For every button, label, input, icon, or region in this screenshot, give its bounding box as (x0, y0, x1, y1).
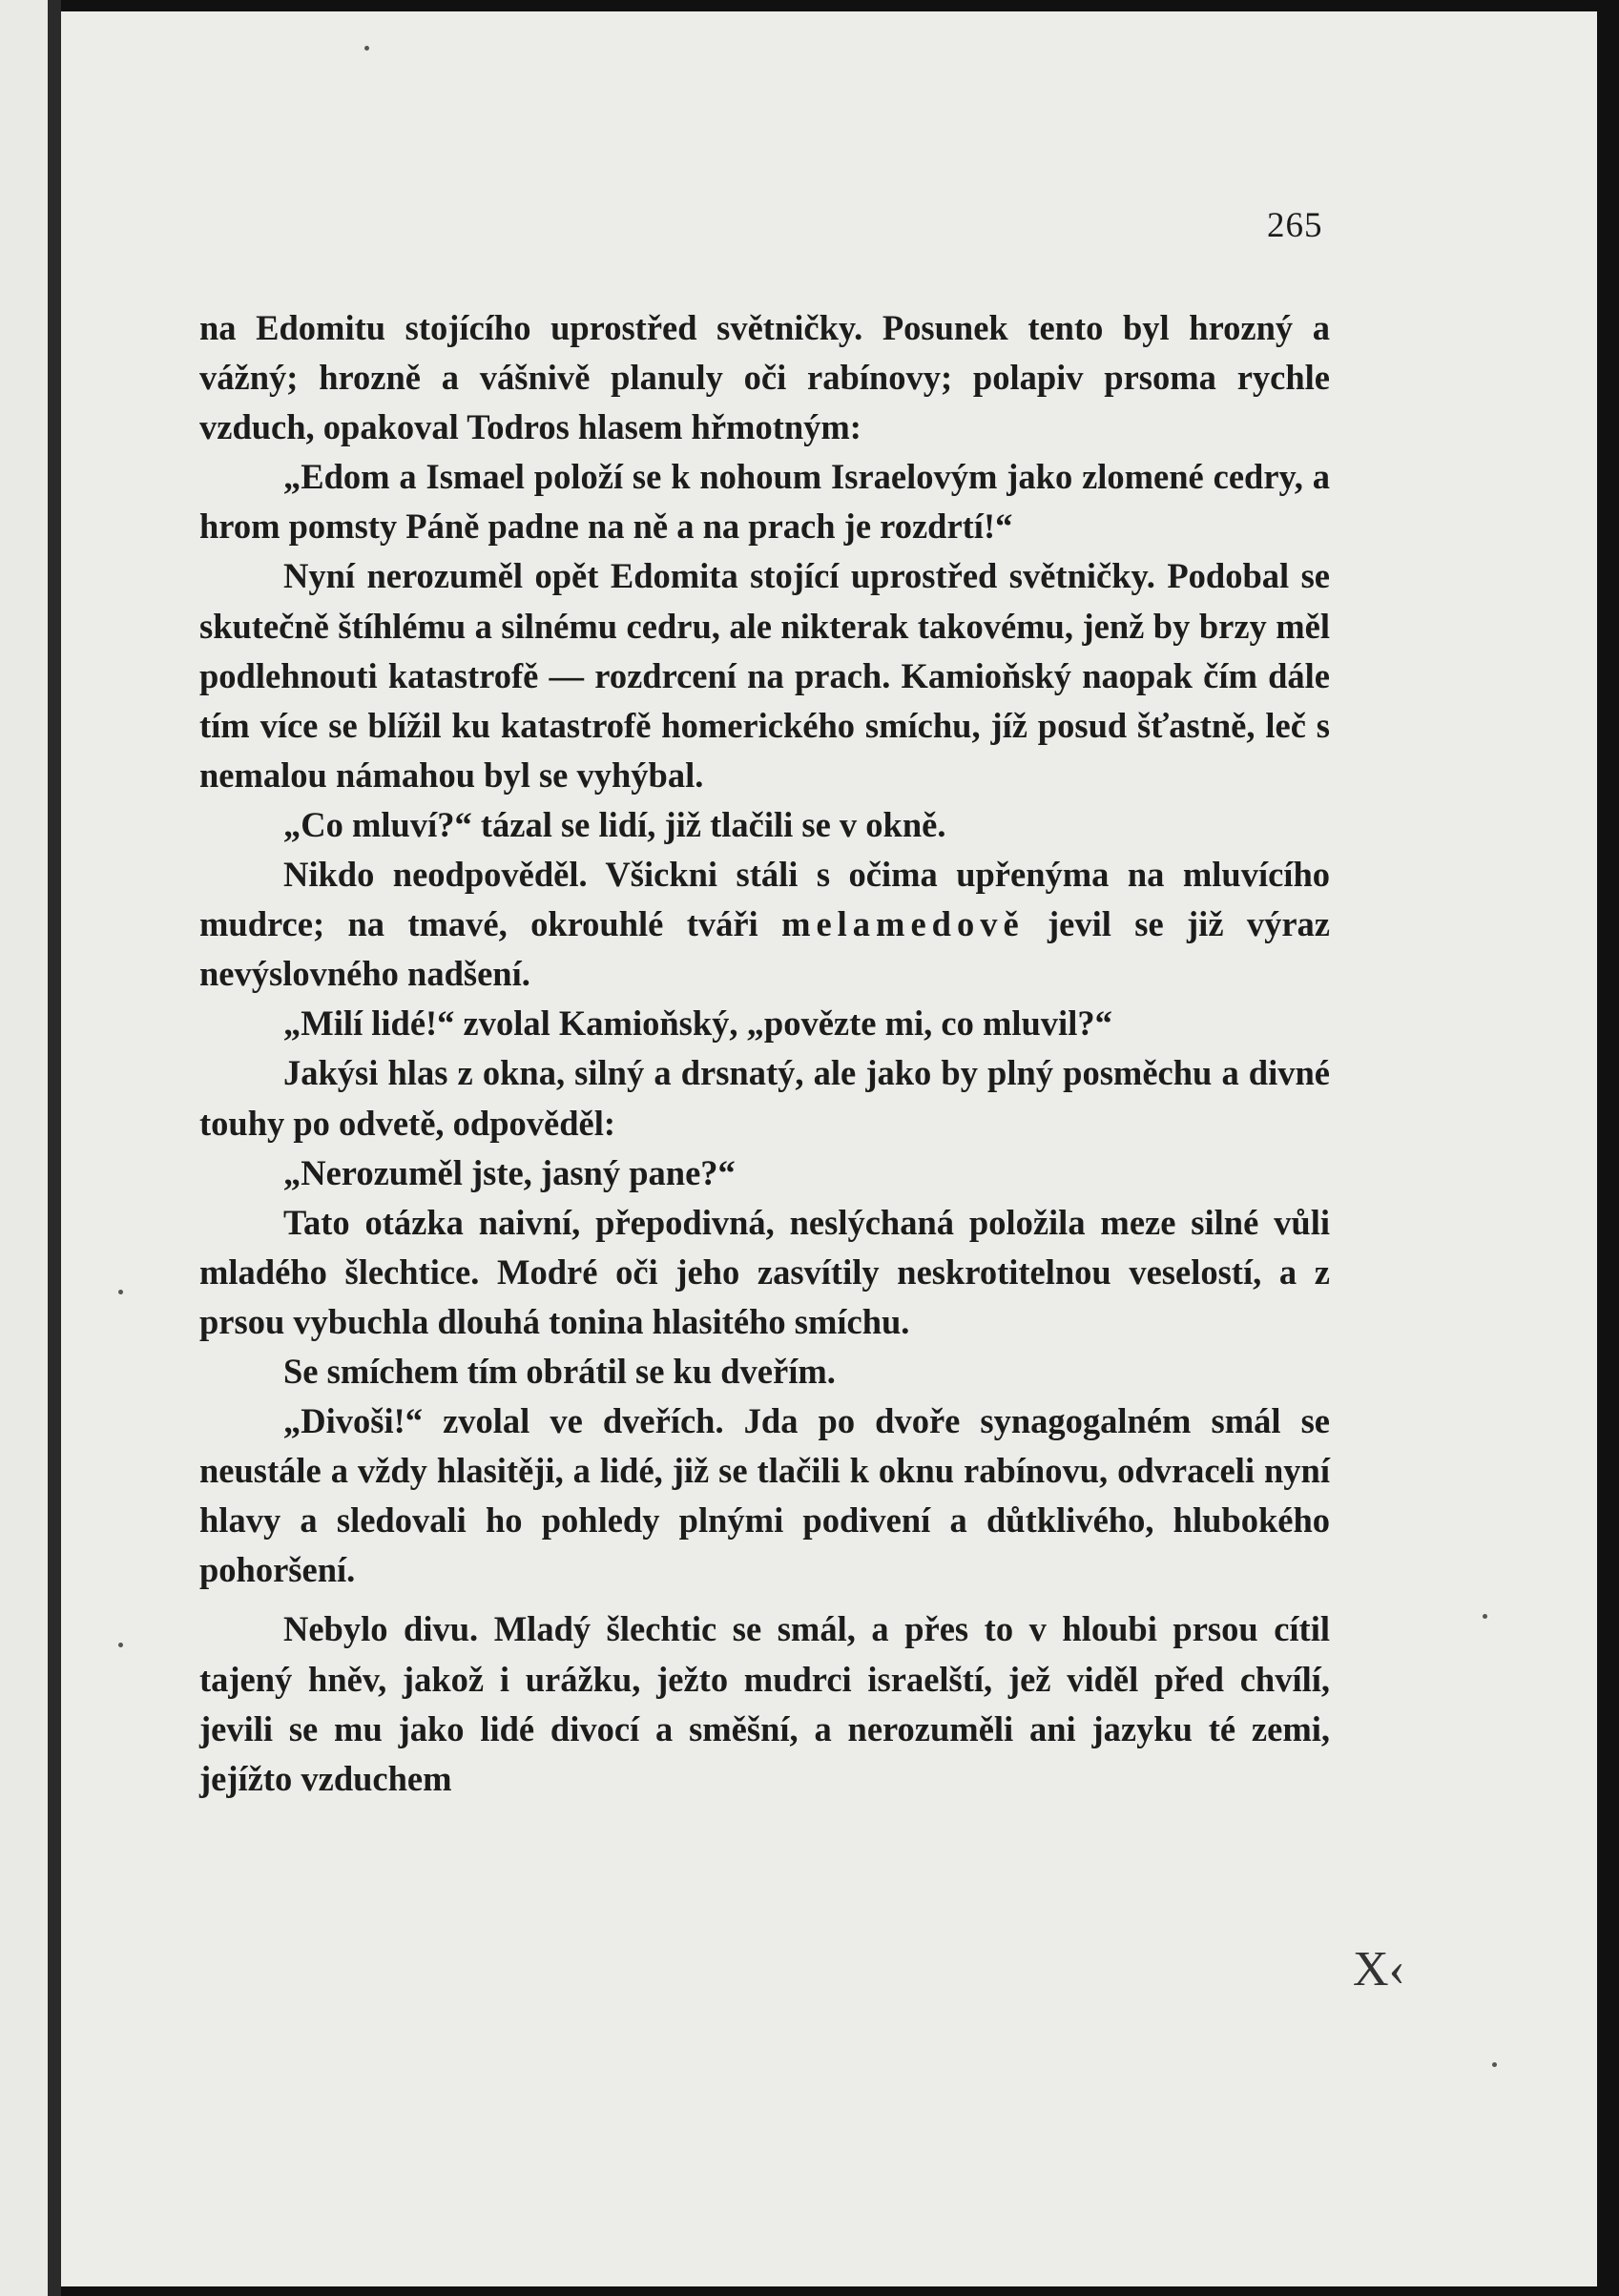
page-number: 265 (1267, 206, 1323, 245)
paragraph: Se smíchem tím obrátil se ku dveřím. (283, 1351, 836, 1391)
scan-speck (1483, 1614, 1487, 1619)
paragraph: Jakýsi hlas z okna, silný a drsnatý, ale jako by plný posměchu a divné touhy po odvetě, odpověděl: (199, 1053, 1330, 1143)
handwritten-margin-mark: X‹ (1353, 1942, 1405, 1996)
book-gutter (48, 0, 61, 2296)
paragraph: „Edom a Ismael položí se k nohoum Israelovým jako zlomené cedry, a hrom pomsty Páně padne na ně a na prach je rozdrtí!“ (199, 457, 1330, 547)
paragraph: Tato otázka naivní, přepodivná, neslýchaná položila meze silné vůli mladého šlechtice. Modré oči jeho zasvítily neskrotitelnou veselostí, a z prsou vybuchla dlouhá tonina hlasitého smíchu. (199, 1202, 1330, 1341)
paragraph: „Milí lidé!“ zvolal Kamioňský, „povězte mi, co mluvil?“ (283, 1003, 1112, 1044)
scan-speck (118, 1290, 123, 1294)
paragraph (199, 850, 1330, 999)
paragraph-part: jevil se již výraz nevýslovného nadšení. (199, 904, 1331, 994)
paragraph: Nyní nerozuměl opět Edomita stojící uprostřed světničky. Podobal se skutečně štíhlému a silnému cedru, ale nikterak takovému, jenž by brzy měl podlehnouti katastrofě — rozdrcení na prach. Kamioňský naopak čím dále tím více se blížil ku katastrofě homerického smíchu, jíž posud šťastně, leč s nemalou námahou byl se vyhýbal. (199, 556, 1330, 795)
body-text (199, 303, 1330, 1804)
scan-speck (364, 46, 369, 51)
paragraph: „Nerozuměl jste, jasný pane?“ (283, 1152, 736, 1192)
paragraph: na Edomitu stojícího uprostřed světničky. Posunek tento byl hrozný a vážný; hrozně a vášnivě planuly oči rabínovy; polapiv prsoma rychle vzduch, opakoval Todros hlasem hřmotným: (199, 308, 1330, 447)
paragraph-part: Nikdo neodpověděl. Všickni stáli s očima upřenýma na mluvícího mudrce; na tmavé, okrouhlé tváři (199, 855, 1330, 944)
scan-speck (118, 1643, 123, 1647)
emphasized-word: melamedově (781, 904, 1025, 944)
paragraph: „Co mluví?“ tázal se lidí, již tlačili se v okně. (283, 804, 946, 844)
paragraph: „Divoši!“ zvolal ve dveřích. Jda po dvoře synagogalném smál se neustále a vždy hlasitěji, a lidé, již se tlačili k oknu rabínovu, odvraceli nyní hlavy a sledovali ho pohledy plnými podivení a důtklivého, hlubokého pohoršení. (199, 1401, 1330, 1590)
scan-speck (1492, 2062, 1497, 2067)
paragraph: Nebylo divu. Mladý šlechtic se smál, a přes to v hloubi prsou cítil tajený hněv, jakož i urážku, ježto mudrci israelští, jež viděl před chvílí, jevili se mu jako lidé divocí a směšní, a nerozuměli ani jazyku té zemi, jejížto vzduchem (199, 1609, 1330, 1798)
